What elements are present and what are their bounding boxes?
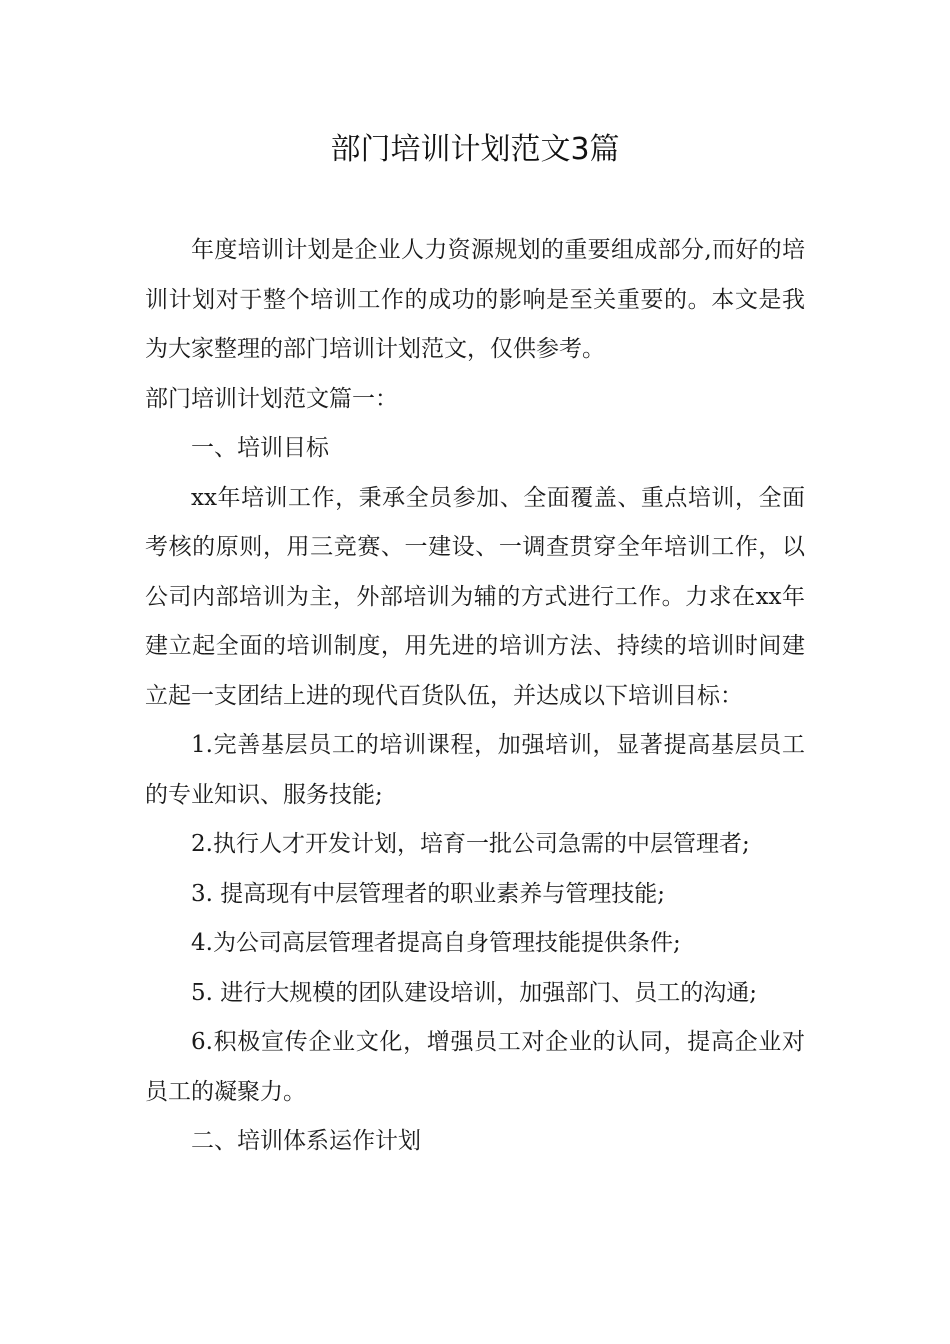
paragraph-part-one-heading: 部门培训计划范文篇一：	[145, 385, 398, 412]
list-item-goal-4: 4.为公司高层管理者提高自身管理技能提供条件;	[191, 930, 681, 956]
list-item-goal-5: 5. 进行大规模的团队建设培训，加强部门、员工的沟通;	[191, 979, 758, 1006]
document-title: 部门培训计划范文3篇	[330, 132, 620, 167]
paragraph-intro: 年度培训计划是企业人力资源规划的重要组成部分,而好的培训计划对于整个培训工作的成功的影响是至关重要的。本文是我为大家整理的部门培训计划范文，仅供参考。	[145, 237, 805, 362]
document-body	[145, 226, 805, 1167]
list-item-goal-6: 6.积极宣传企业文化，增强员工对企业的认同，提高企业对员工的凝聚力。	[145, 1029, 805, 1105]
list-item-goal-1: 1.完善基层员工的培训课程，加强培训，显著提高基层员工的专业知识、服务技能;	[145, 732, 805, 808]
section-heading-goals: 一、培训目标	[191, 435, 329, 461]
section-heading-operation-plan: 二、培训体系运作计划	[191, 1128, 421, 1154]
paragraph-goals: xx年培训工作，秉承全员参加、全面覆盖、重点培训，全面考核的原则，用三竞赛、一建设、一调查贯穿全年培训工作，以公司内部培训为主，外部培训为辅的方式进行工作。力求在xx年建立起全面的培训制度，用先进的培训方法、持续的培训时间建立起一支团结上进的现代百货队伍，并达成以下培训目标：	[145, 484, 805, 709]
list-item-goal-3: 3. 提高现有中层管理者的职业素养与管理技能;	[191, 880, 666, 907]
list-item-goal-2: 2.执行人才开发计划，培育一批公司急需的中层管理者;	[191, 831, 750, 857]
